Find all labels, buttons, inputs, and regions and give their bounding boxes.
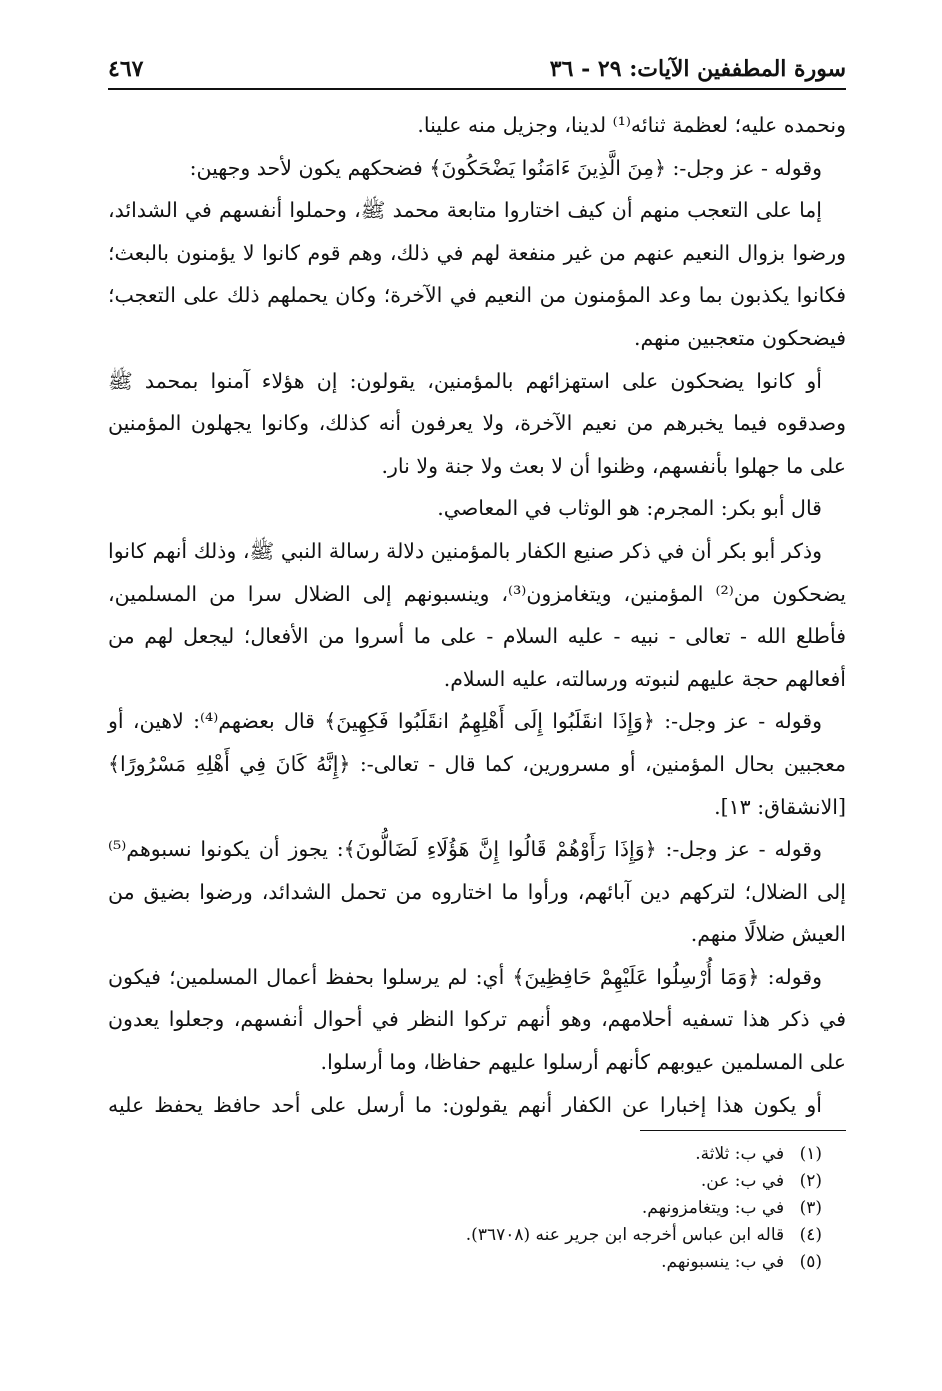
footnote-number: (٤): [799, 1225, 822, 1246]
paragraph: إما على التعجب منهم أن كيف اختاروا متابعة محمد ﷺ، وحملوا أنفسهم في الشدائد، ورضوا بزوال النعيم عنهم من غير منفعة لهم في ذلك، وهم قوم كانوا لا يؤمنون بالبعث؛ فكانوا يكذبون بما وعد المؤمنون من النعيم في الآخرة؛ وكان يحملهم ذلك على التعجب؛ فيضحكون متعجبين منهم.: [108, 198, 846, 350]
paragraph: وقوله - عز وجل-: ﴿وَإِذَا رَأَوْهُمْ قَالُوا إِنَّ هَؤُلَاءِ لَضَالُّونَ﴾: يجوز أن يكونوا نسبوهم⁽⁵⁾ إلى الضلال؛ لتركهم دين آبائهم، ورأوا ما اختاروه من تحمل الشدائد، ورضوا بضيق من العيش ضلالًا منهم.: [108, 837, 846, 947]
paragraph: أو كانوا يضحكون على استهزائهم بالمؤمنين، يقولون: إن هؤلاء آمنوا بمحمد ﷺ وصدقوه فيما يخبرهم من نعيم الآخرة، ولا يعرفون أنه كذلك، وكانوا يجهلون المؤمنين على ما جهلوا بأنفسهم، وظنوا أن لا بعث ولا جنة ولا نار.: [108, 368, 846, 478]
paragraph: وقوله - عز وجل-: ﴿مِنَ الَّذِينَ ءَامَنُوا يَضْحَكُونَ﴾ فضحكهم يكون لأحد وجهين:: [189, 155, 822, 180]
footnote-text: قاله ابن عباس أخرجه ابن جرير عنه (٣٦٧٠٨).: [465, 1225, 785, 1246]
paragraph: وذكر أبو بكر أن في ذكر صنيع الكفار بالمؤمنين دلالة رسالة النبي ﷺ، وذلك أنهم كانوا يضحكون من⁽²⁾ المؤمنين، ويتغامزون⁽³⁾، وينسبونهم إلى الضلال سرا من المسلمين، فأطلع الله - تعالى - نبيه - عليه السلام - على ما أسروا من الأفعال؛ ليجعل لهم من أفعالهم حجة عليهم لنبوته ورسالته، عليه السلام.: [108, 538, 847, 691]
paragraph: قال أبو بكر: المجرم: هو الوثاب في المعاصي.: [437, 496, 822, 521]
footnote-text: في ب: ويتغامزونهم.: [641, 1198, 785, 1219]
footnote: [108, 1222, 822, 1249]
page-number: ٤٦٧: [108, 56, 144, 82]
footnote-number: (٥): [799, 1252, 822, 1273]
footnotes: [108, 1141, 846, 1276]
footnote: [108, 1195, 822, 1222]
page: [108, 52, 846, 1276]
paragraph: أو يكون هذا إخبارا عن الكفار أنهم يقولون: ما أرسل على أحد حافظ يحفظ عليه: [108, 1092, 822, 1117]
footnote-text: في ب: ثلاثة.: [695, 1144, 785, 1165]
main-text: [108, 104, 846, 1126]
paragraph: وقوله - عز وجل-: ﴿وَإِذَا انقَلَبُوا إِلَى أَهْلِهِمُ انقَلَبُوا فَكِهِينَ﴾ قال بعضهم⁽⁴⁾: لاهين، أو معجبين بحال المؤمنين، أو مسرورين، كما قال - تعالى-: ﴿إِنَّهُ كَانَ فِي أَهْلِهِ مَسْرُورًا﴾ [الانشقاق: ١٣].: [108, 709, 846, 819]
footnote-number: (١): [799, 1144, 822, 1165]
footnote-number: (٣): [799, 1198, 822, 1219]
header-title: سورة المطففين الآيات: ٢٩ - ٣٦: [549, 56, 846, 82]
footnote: [108, 1249, 822, 1276]
footnote-text: في ب: عن.: [700, 1171, 785, 1192]
footnote: [108, 1141, 822, 1168]
paragraph: وقوله: ﴿وَمَا أُرْسِلُوا عَلَيْهِمْ حَافِظِينَ﴾ أي: لم يرسلوا بحفظ أعمال المسلمين؛ فيكون في ذكر هذا تسفيه أحلامهم، وهو أنهم تركوا النظر في أحوال أنفسهم، وجعلوا يعدون على المسلمين عيوبهم كأنهم أرسلوا عليهم حفاظا، وما أرسلوا.: [108, 964, 846, 1075]
running-header: [108, 52, 846, 90]
paragraph: ونحمده عليه؛ لعظمة ثنائه⁽¹⁾ لدينا، وجزيل منه علينا.: [417, 113, 846, 137]
footnote-number: (٢): [799, 1171, 822, 1192]
footnote-text: في ب: ينسبونهم.: [661, 1252, 785, 1273]
footnote: [108, 1168, 822, 1195]
footnote-separator: [640, 1130, 846, 1131]
